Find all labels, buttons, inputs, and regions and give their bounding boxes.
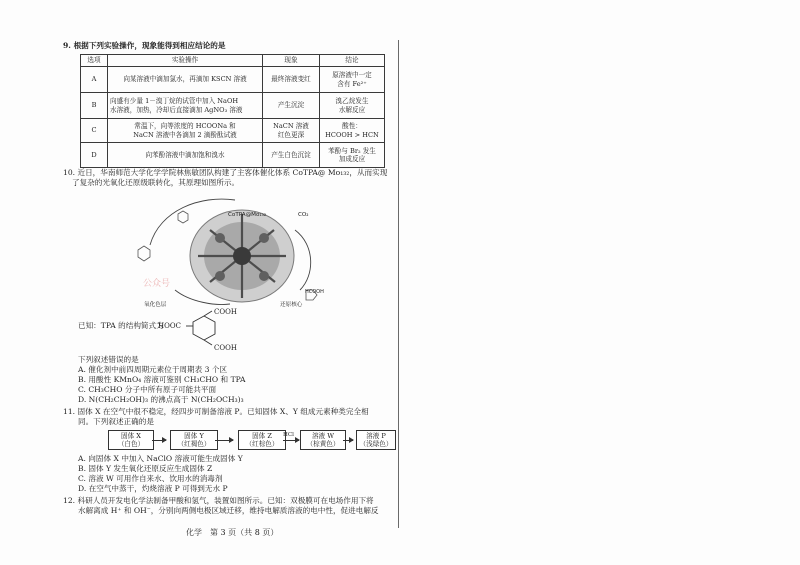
page-footer: 化学 第 3 页（共 8 页） <box>186 528 279 537</box>
flow-arrow <box>343 440 353 441</box>
table-row <box>81 119 385 143</box>
q9-table <box>80 54 385 168</box>
table-header-cell: 选项 <box>81 55 108 67</box>
q12-stem-line1: 12. 科研人员开发电化学法制备甲酸和氢气，装置如图所示。已知：双极膜可在电场作用下将 <box>63 496 374 505</box>
table-cell: 向苯酚溶液中滴加饱和溴水 <box>108 143 263 168</box>
flow-box-line: 固体 X <box>121 432 141 440</box>
cell-line: 含有 Fe²⁺ <box>337 79 367 88</box>
flow-box-line: 固体 Z <box>252 432 272 440</box>
table-header-cell: 实验操作 <box>108 55 263 67</box>
table-row <box>81 143 385 168</box>
cell-line: HCOOH > HCN <box>325 130 379 139</box>
flow-arrow <box>283 440 299 441</box>
q9-stem: 9. 根据下列实验操作，现象能得到相应结论的是 <box>63 41 226 50</box>
q10-stem-line1: 10. 近日，华南师范大学化学学院林焦敏团队构建了主客体催化体系 CoTPA@ Mo₁₃₂，从而实现 <box>63 168 388 177</box>
table-cell <box>320 93 385 119</box>
flow-arrow <box>152 440 166 441</box>
table-cell <box>263 119 320 143</box>
table-row <box>81 93 385 119</box>
column-divider <box>398 40 399 528</box>
cell-line: 水溶液，加热，冷却后直接滴加 AgNO₃ 溶液 <box>110 105 243 114</box>
table-header-row <box>81 55 385 67</box>
flow-arrow <box>215 440 233 441</box>
table-cell: 向某溶液中滴加氯水，再滴加 KSCN 溶液 <box>108 67 263 93</box>
table-cell <box>108 93 263 119</box>
figure-caption-oxidation: 氧化色层 <box>144 302 167 308</box>
watermark-text: 公众号 <box>143 279 171 289</box>
catalysis-mechanism-figure <box>130 190 340 310</box>
flow-box-solid-z <box>238 430 286 450</box>
figure-caption-reduction: 还原核心 <box>280 302 303 308</box>
cell-line: 原溶液中一定 <box>332 71 372 80</box>
q11-option-c: C. 溶液 W 可用作自来水、饮用水的消毒剂 <box>78 474 223 483</box>
q10-known-prefix: 已知：TPA 的结构简式为 <box>78 321 164 330</box>
tpa-structure <box>184 310 224 346</box>
cell-line: 加成反应 <box>338 155 366 163</box>
struct-hooc-label: HOOC <box>158 322 181 330</box>
table-cell: D <box>81 143 108 168</box>
figure-label-co2: CO₂ <box>298 212 309 218</box>
q11-stem-line2: 同。下列叙述正确的是 <box>78 417 154 426</box>
table-cell: 最终溶液变红 <box>263 67 320 93</box>
table-cell: 产生沉淀 <box>263 93 320 119</box>
flow-box-line: 溶液 W <box>311 432 335 440</box>
table-cell <box>320 67 385 93</box>
struct-cooh-bottom-label: COOH <box>214 344 237 352</box>
cell-line: 红色更深 <box>277 130 305 139</box>
table-cell <box>320 143 385 168</box>
table-header-cell: 现象 <box>263 55 320 67</box>
cell-line: NaCN 溶液 <box>273 122 309 131</box>
q11-stem-line1: 11. 固体 X 在空气中很不稳定，经四步可制备溶液 P。已知固体 X、Y 组成元素种类完全相 <box>63 407 369 416</box>
flow-box-line: （白色） <box>117 440 145 448</box>
q11-option-a: A. 向固体 X 中加入 NaClO 溶液可能生成固体 Y <box>78 454 243 463</box>
flow-box-line: （红棕色） <box>245 440 279 448</box>
table-cell <box>320 119 385 143</box>
flow-box-solution-w <box>300 430 346 450</box>
flow-box-line: （红褐色） <box>177 440 211 448</box>
cell-line: 水解反应 <box>338 105 366 114</box>
q10-option-a: A. 催化剂中前四周期元素位于周期表 3 个区 <box>78 365 228 374</box>
cell-line: 溴乙烷发生 <box>335 97 369 106</box>
cell-line: 苯酚与 Br₂ 发生 <box>328 146 376 155</box>
table-cell: A <box>81 67 108 93</box>
table-cell: C <box>81 119 108 143</box>
q10-ask: 下列叙述错误的是 <box>78 355 139 364</box>
q10-stem-line2: 了复杂的光氧化还原级联转化，其原理如图所示。 <box>72 178 240 187</box>
q12-stem-line2: 水解离成 H⁺ 和 OH⁻，分别向两侧电极区域迁移，维持电解质溶液的电中性，促进电解反 <box>78 506 379 515</box>
flow-box-solid-y <box>170 430 218 450</box>
q11-option-b: B. 固体 Y 发生氧化还原反应生成固体 Z <box>78 464 213 473</box>
table-cell: B <box>81 93 108 119</box>
q10-option-d: D. N(CH₂CH₂OH)₃ 的沸点高于 N(CH₂OCH₃)₃ <box>78 395 244 404</box>
q10-option-b: B. 用酸性 KMnO₄ 溶液可鉴别 CH₃CHO 和 TPA <box>78 375 246 384</box>
table-cell: 产生白色沉淀 <box>263 143 320 168</box>
catalyst-cluster <box>190 210 294 302</box>
flow-box-solid-x <box>108 430 154 450</box>
cell-line: 酸性： <box>342 122 362 131</box>
cell-line: 常温下，向等浓度的 HCOONa 和 <box>134 122 236 131</box>
figure-label-hcooh: HCOOH <box>305 289 324 295</box>
flow-box-solution-p <box>356 430 396 450</box>
table-header-cell: 结论 <box>320 55 385 67</box>
cell-line: NaCN 溶液中各滴加 2 滴酚酞试液 <box>133 130 237 139</box>
table-cell <box>108 119 263 143</box>
reagent-hcl-label: HCl <box>283 432 294 438</box>
flow-box-line: 溶液 P <box>366 432 386 440</box>
flow-box-line: 固体 Y <box>184 432 204 440</box>
struct-cooh-top-label: COOH <box>214 308 237 316</box>
q11-option-d: D. 在空气中蒸干，灼烧溶液 P 可得到无水 P <box>78 484 228 493</box>
q10-option-c: C. CH₃CHO 分子中所有原子可能共平面 <box>78 385 217 394</box>
cell-line: 向盛有少量 1－溴丁烷的试管中加入 NaOH <box>110 97 239 106</box>
flow-box-line: （浅绿色） <box>359 440 393 448</box>
table-row <box>81 67 385 93</box>
figure-label-catalyst: CoTPA@Mo₁₃₂ <box>228 212 267 218</box>
flow-box-line: （棕黄色） <box>306 440 340 448</box>
